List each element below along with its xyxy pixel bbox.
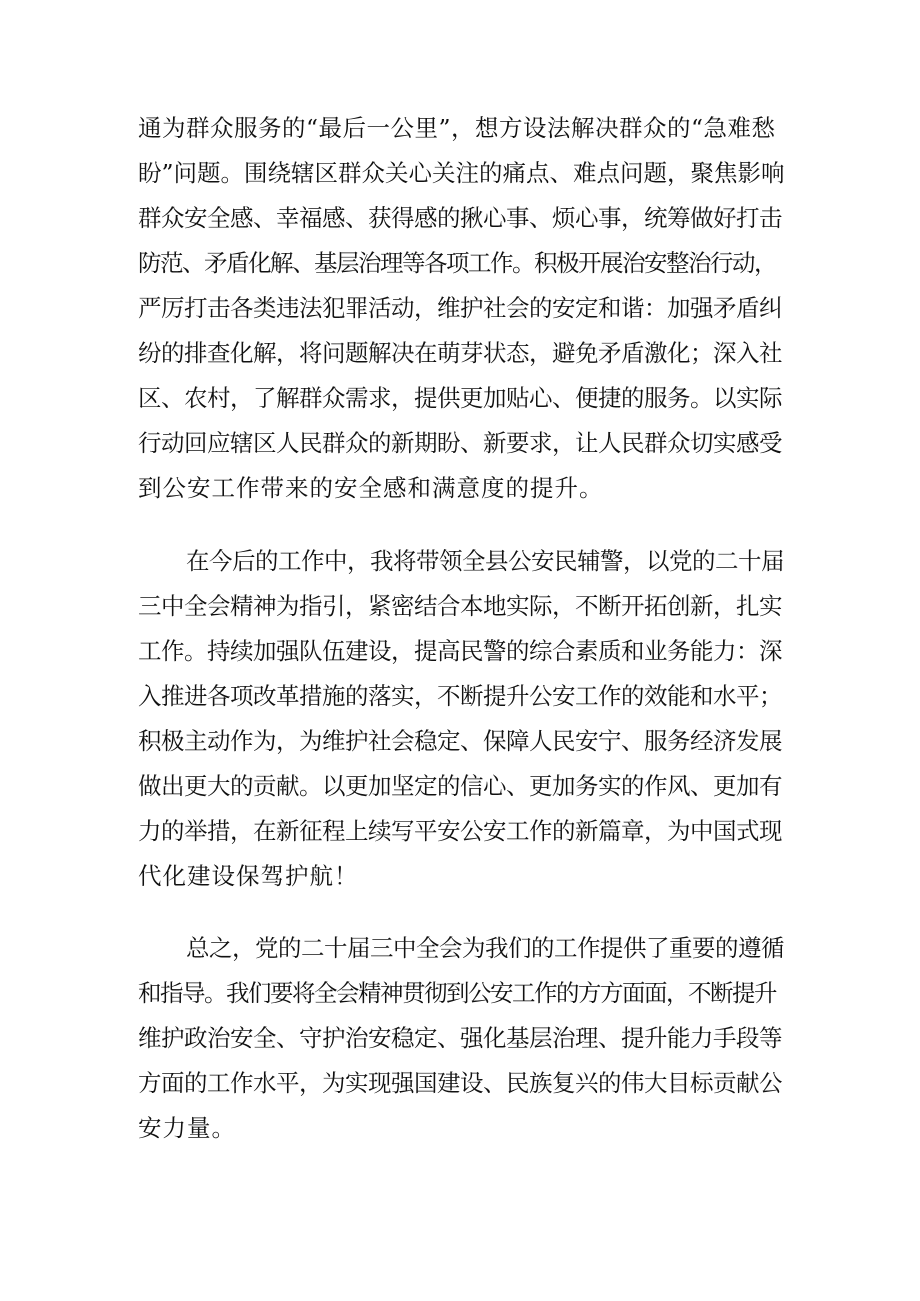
paragraph2-line-8: 代化建设保驾护航！ — [138, 862, 359, 890]
paragraph2-line-4: 入推进各项改革措施的落实，不断提升公安工作的效能和水平； — [138, 682, 782, 710]
paragraph3-line-4: 方面的工作水平，为实现强国建设、民族复兴的伟大目标贡献公 — [138, 1069, 782, 1097]
paragraph2-line-7: 力的举措，在新征程上续写平安公安工作的新篇章，为中国式现 — [138, 817, 782, 845]
paragraph1-line-2: 盼”问题。围绕辖区群众关心关注的痛点、难点问题，聚焦影响 — [138, 159, 785, 187]
paragraph1-line-1: 通为群众服务的“最后一公里”，想方设法解决群众的“急难愁 — [138, 114, 776, 142]
paragraph3-line-1: 总之，党的二十届三中全会为我们的工作提供了重要的遵循 — [186, 934, 784, 962]
paragraph1-line-7: 区、农村，了解群众需求，提供更加贴心、便捷的服务。以实际 — [138, 384, 782, 412]
paragraph2-line-3: 工作。持续加强队伍建设，提高民警的综合素质和业务能力：深 — [138, 637, 782, 665]
paragraph1-line-4: 防范、矛盾化解、基层治理等各项工作。积极开展治安整治行动， — [138, 249, 776, 277]
paragraph1-line-5: 严厉打击各类违法犯罪活动，维护社会的安定和谐：加强矛盾纠 — [138, 294, 782, 322]
paragraph2-line-6: 做出更大的贡献。以更加坚定的信心、更加务实的作风、更加有 — [138, 772, 782, 800]
paragraph1-line-8: 行动回应辖区人民群众的新期盼、新要求，让人民群众切实感受 — [138, 429, 782, 457]
paragraph3-line-3: 维护政治安全、守护治安稳定、强化基层治理、提升能力手段等 — [138, 1024, 782, 1052]
paragraph1-line-6: 纷的排查化解，将问题解决在萌芽状态，避免矛盾激化；深入社 — [138, 339, 782, 367]
paragraph2-line-1: 在今后的工作中，我将带领全县公安民辅警，以党的二十届 — [186, 547, 784, 575]
paragraph1-line-3: 群众安全感、幸福感、获得感的揪心事、烦心事，统筹做好打击 — [138, 204, 782, 232]
paragraph3-line-2: 和指导。我们要将全会精神贯彻到公安工作的方方面面，不断提升 — [138, 979, 776, 1007]
paragraph1-line-9: 到公安工作带来的安全感和满意度的提升。 — [138, 474, 604, 502]
paragraph2-line-5: 积极主动作为，为维护社会稳定、保障人民安宁、服务经济发展 — [138, 727, 782, 755]
paragraph2-line-2: 三中全会精神为指引，紧密结合本地实际，不断开拓创新，扎实 — [138, 592, 782, 620]
paragraph3-line-5: 安力量。 — [138, 1114, 236, 1142]
